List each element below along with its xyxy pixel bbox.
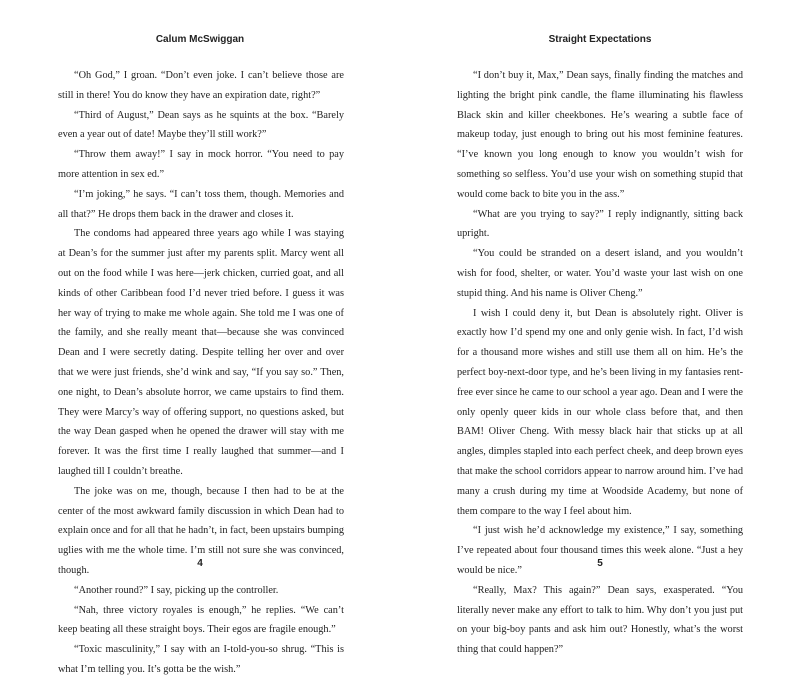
right-page	[400, 0, 800, 656]
paragraph: “Another round?” I say, picking up the controller.	[74, 584, 279, 596]
page-number: 5	[597, 558, 603, 569]
paragraph: “Throw them away!” I say in mock horror. “You need to pay more attention in sex ed.”	[58, 149, 344, 180]
paragraph: “I’m joking,” he says. “I can’t toss them, though. Memories and all that?” He drops them back in the drawer and closes it.	[58, 188, 344, 220]
paragraph: “Really, Max? This again?” Dean says, exasperated. “You literally never make any effort to talk to him. Why don’t you just put on your big-boy pants and ask him out? Honestly, what’s the worst thing that could happen?”	[457, 584, 743, 656]
paragraph: “Third of August,” Dean says as he squints at the box. “Barely even a year out of date! Maybe they’ll still work?”	[58, 109, 344, 141]
running-head-title: Straight Expectations	[548, 34, 652, 45]
page-number: 4	[197, 558, 203, 569]
paragraph: “Toxic masculinity,” I say with an I-told-you-so shrug. “This is what I’m telling you. It’s gotta be the wish.”	[58, 644, 344, 675]
paragraph: “I don’t buy it, Max,” Dean says, finally finding the matches and lighting the bright pink candle, the flame illuminating his flawless Black skin and killer cheekbones. He’s wearing a subtle face of makeup today, just enough to bring out his most feminine features. “I’ve known you long enough to know you wouldn’t wish for something so selfless. You’d use your wish on something stupid that would come back to bite you in the ass.”	[457, 70, 743, 200]
paragraph: The joke was on me, though, because I then had to be at the center of the most awkward family discussion in which Dean had to explain once and for all that he hadn’t, in fact, been upstairs bumping uglies with me the whole time. I’m still not sure she was convinced, though.	[58, 485, 344, 576]
left-page-body	[58, 66, 344, 680]
paragraph: The condoms had appeared three years ago while I was staying at Dean’s for the summer just after my parents split. Marcy went all out on the food while I was here—jerk chicken, curried goat, and all kinds of other Caribbean food I’d never tried before. I guess it was her way of trying to make me whole again. She told me I was one of the family, and she really meant that—because she was convinced Dean and I were secretly dating. Despite telling her over and over that we were just friends, she’d wink and say, “If you say so.” Then, one night, to Dean’s absolute horror, we came upstairs to find them. They were Marcy’s way of offering support, no questions asked, but the way Dean gasped when he opened the drawer will stay with me forever. It was the first time I really laughed that summer—and I laughed till I couldn’t breathe.	[58, 228, 344, 477]
paragraph: “What are you trying to say?” I reply indignantly, sitting back upright.	[457, 208, 743, 240]
running-head-author: Calum McSwiggan	[155, 34, 245, 45]
left-page	[0, 0, 400, 675]
paragraph: “You could be stranded on a desert island, and you wouldn’t wish for food, shelter, or water. You’d waste your last wish on one stupid thing. And his name is Oliver Cheng.”	[457, 248, 743, 299]
right-page-body	[457, 66, 743, 660]
paragraph: “Oh God,” I groan. “Don’t even joke. I can’t believe those are still in there! You do know they have an expiration date, right?”	[58, 70, 344, 101]
paragraph: “I just wish he’d acknowledge my existence,” I say, something I’ve repeated about four thousand times this week alone. “Just a hey would be nice.”	[457, 525, 743, 576]
paragraph: I wish I could deny it, but Dean is absolutely right. Oliver is exactly how I’d spend my one and only genie wish. In fact, I’d wish for a thousand more wishes and still use them all on him. He’s the perfect boy-next-door type, and he’s been living in my fantasies rent-free ever since he came to our school a year ago. Dean and I were the only openly queer kids in our whole class before that, and then BAM! Oliver Cheng. With messy black hair that sticks up at all angles, dimples stapled into each perfect cheek, and deep brown eyes that make the school corridors appear to narrow around him. I’ve had many a crush during my time at Woodside Academy, but none of them compare to the way I feel about him.	[457, 307, 743, 517]
paragraph: “Nah, three victory royales is enough,” he replies. “We can’t keep beating all these straight boys. Their egos are fragile enough.”	[58, 604, 344, 636]
